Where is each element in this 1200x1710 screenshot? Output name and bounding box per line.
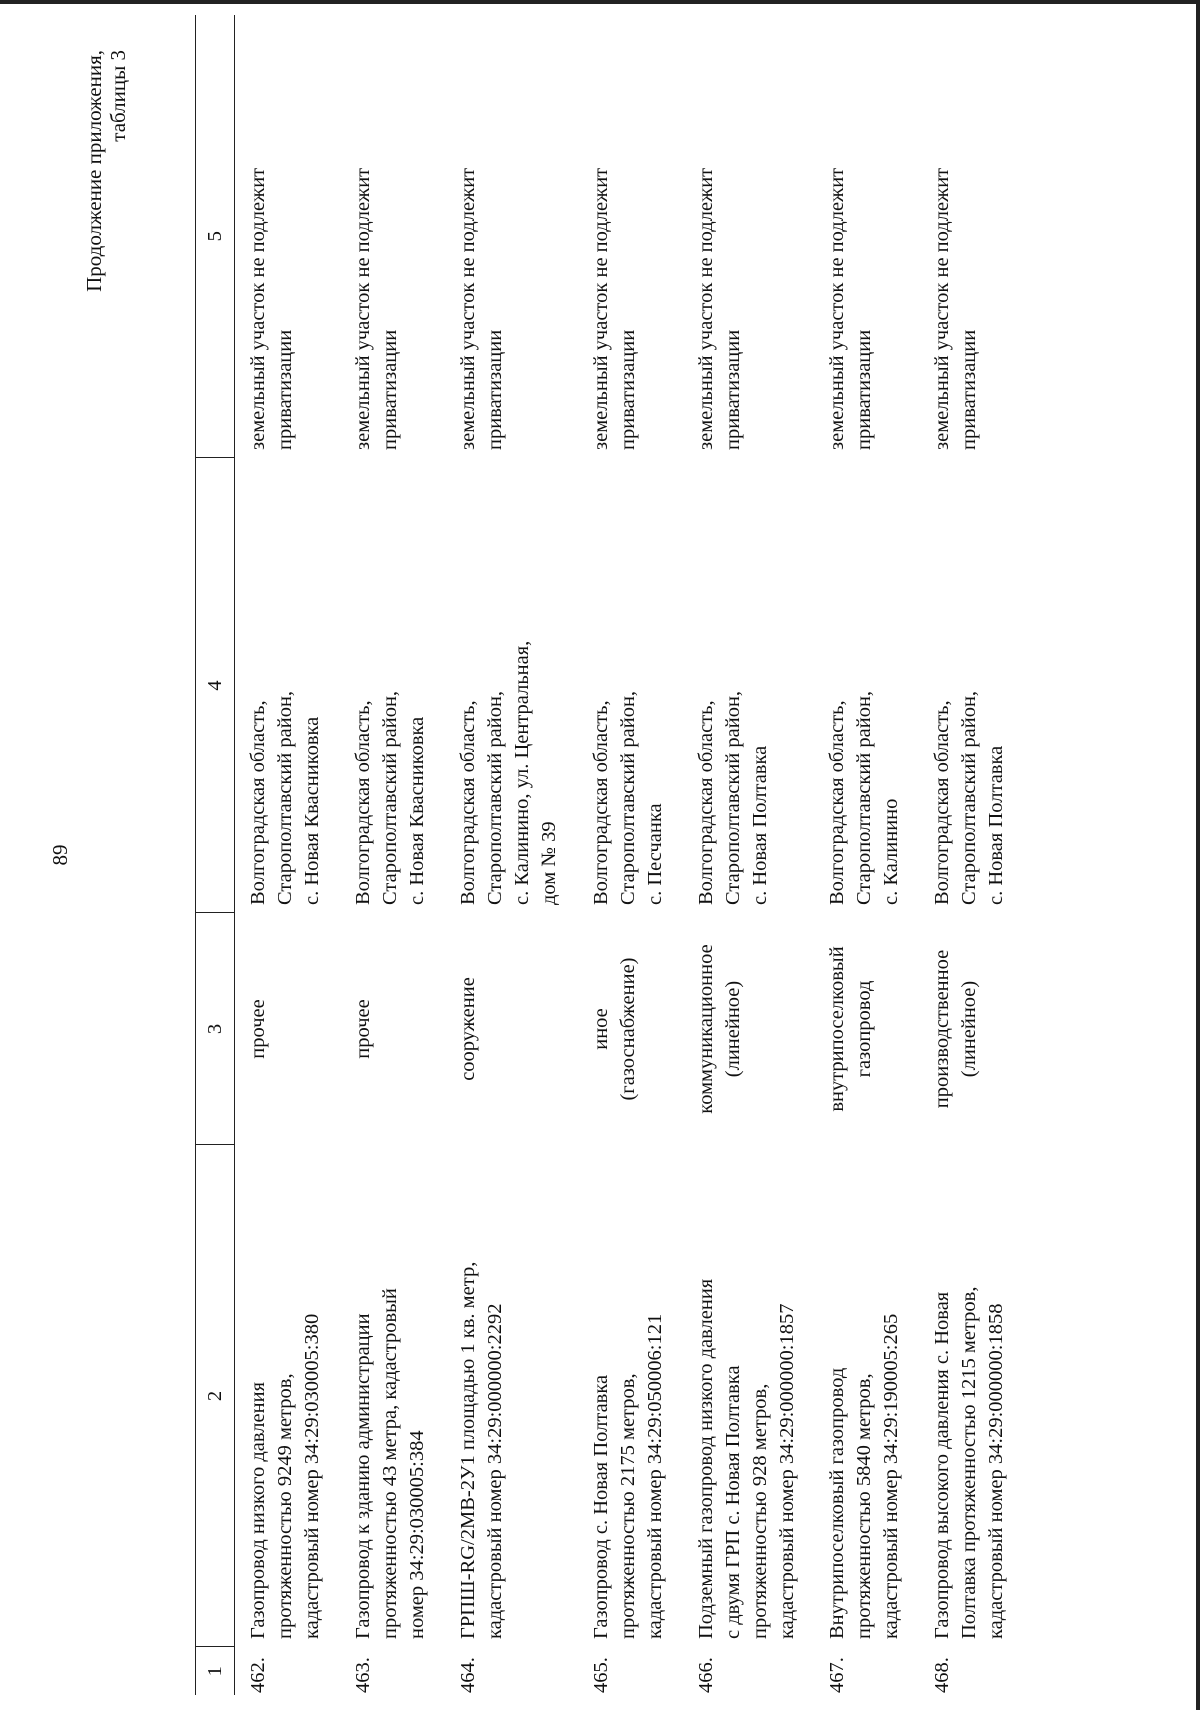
object-type-line: коммуникационное [695, 944, 717, 1114]
table-header-row [196, 15, 235, 1695]
column-header-1: 1 [196, 1647, 235, 1695]
address-line: с. Новая Полтавка [985, 745, 1007, 905]
property-table [195, 15, 1024, 1695]
object-type-line: сооружение [457, 977, 479, 1081]
object-name-line: протяженностью 5840 метров, [853, 1373, 875, 1639]
column-header-5: 5 [196, 15, 235, 458]
note-cell [235, 15, 341, 458]
note-line: земельный участок не подлежит [352, 167, 374, 450]
address-line: с. Калинино, ул. Центральная, [511, 640, 533, 905]
note-line: приватизации [853, 329, 875, 450]
object-type-line: производственное [931, 949, 953, 1109]
row-number: 464. [457, 1657, 479, 1693]
address-line: Волгоградская область, [247, 700, 269, 905]
address-line: с. Новая Квасниковка [406, 716, 428, 905]
note-cell [919, 15, 1024, 458]
note-line: приватизации [958, 329, 980, 450]
row-number: 463. [352, 1657, 374, 1693]
note-line: приватизации [617, 329, 639, 450]
object-name-line: Полтавка протяженностью 1215 метров, [958, 1286, 980, 1639]
object-name-line: протяженностью 9249 метров, [274, 1373, 296, 1639]
object-type-cell [445, 913, 578, 1145]
row-number: 462. [247, 1657, 269, 1693]
object-type-cell [814, 913, 919, 1145]
object-type-cell [578, 913, 683, 1145]
address-line: с. Новая Полтавка [749, 745, 771, 905]
address-line: Старополтавский район, [274, 690, 296, 905]
address-line: Старополтавский район, [617, 690, 639, 905]
object-name-cell [683, 1145, 814, 1647]
object-type-line: прочее [352, 999, 374, 1059]
table-row [683, 15, 814, 1695]
note-line: земельный участок не подлежит [247, 167, 269, 450]
object-name-cell [814, 1145, 919, 1647]
object-type-line: иное [590, 1008, 612, 1050]
address-cell [814, 458, 919, 913]
note-line: приватизации [484, 329, 506, 450]
object-name-line: с двумя ГРП с. Новая Полтавка [722, 1365, 744, 1639]
note-cell [445, 15, 578, 458]
address-line: с. Песчанка [644, 803, 666, 905]
object-name-line: кадастровый номер 34:29:190005:265 [880, 1313, 902, 1639]
object-name-line: Газопровод высокого давления с. Новая [931, 1291, 953, 1639]
note-line: земельный участок не подлежит [695, 167, 717, 450]
address-line: Старополтавский район, [379, 690, 401, 905]
page-number: 89 [48, 844, 72, 866]
address-line: Волгоградская область, [826, 700, 848, 905]
address-line: с. Новая Квасниковка [301, 716, 323, 905]
object-name-line: протяженностью 43 метра, кадастровый [379, 1288, 401, 1639]
object-type-cell [235, 913, 341, 1145]
object-name-cell [235, 1145, 341, 1647]
object-type-line: (газоснабжение) [617, 957, 639, 1101]
object-type-cell [340, 913, 445, 1145]
note-line: приватизации [722, 329, 744, 450]
object-type-line: (линейное) [722, 980, 744, 1078]
table-row [919, 15, 1024, 1695]
address-line: Старополтавский район, [722, 690, 744, 905]
address-line: с. Калинино [880, 798, 902, 905]
object-name-line: Газопровод с. Новая Полтавка [590, 1374, 612, 1639]
object-type-line: газопровод [853, 980, 875, 1078]
address-line: Старополтавский район, [484, 690, 506, 905]
note-line: земельный участок не подлежит [457, 167, 479, 450]
table-row [340, 15, 445, 1695]
note-cell [814, 15, 919, 458]
address-cell [235, 458, 341, 913]
address-line: Волгоградская область, [590, 700, 612, 905]
note-line: земельный участок не подлежит [931, 167, 953, 450]
address-cell [445, 458, 578, 913]
object-name-cell [919, 1145, 1024, 1647]
scan-edge-right [1196, 0, 1200, 1710]
column-header-4: 4 [196, 458, 235, 913]
object-type-line: прочее [247, 999, 269, 1059]
object-type-cell [683, 913, 814, 1145]
address-line: Старополтавский район, [853, 690, 875, 905]
object-type-line: внутрипоселковый [826, 946, 848, 1112]
address-line: Волгоградская область, [457, 700, 479, 905]
object-name-line: Подземный газопровод низкого давления [695, 1278, 717, 1639]
note-cell [340, 15, 445, 458]
table-row [814, 15, 919, 1695]
note-line: приватизации [274, 329, 296, 450]
object-name-cell [340, 1145, 445, 1647]
continuation-note [82, 50, 130, 292]
object-name-line: Газопровод низкого давления [247, 1381, 269, 1639]
row-number: 468. [931, 1657, 953, 1693]
object-name-line: кадастровый номер 34:29:000000:1857 [776, 1303, 798, 1639]
object-name-line: номер 34:29:030005:384 [406, 1430, 428, 1639]
note-cell [578, 15, 683, 458]
object-name-cell [578, 1145, 683, 1647]
table-row [445, 15, 578, 1695]
scan-edge-top [0, 0, 1200, 4]
note-line: приватизации [379, 329, 401, 450]
address-cell [578, 458, 683, 913]
document-page [30, 15, 1130, 1695]
object-name-line: Газопровод к зданию администрации [352, 1313, 374, 1639]
continuation-line-2: таблицы 3 [106, 50, 130, 142]
object-type-cell [919, 913, 1024, 1145]
row-number: 466. [695, 1657, 717, 1693]
object-name-line: кадастровый номер 34:29:030005:380 [301, 1313, 323, 1639]
address-line: Волгоградская область, [352, 700, 374, 905]
address-cell [683, 458, 814, 913]
address-line: Волгоградская область, [695, 700, 717, 905]
note-line: земельный участок не подлежит [826, 167, 848, 450]
address-line: дом № 39 [538, 821, 560, 905]
table-row [578, 15, 683, 1695]
column-header-2: 2 [196, 1145, 235, 1647]
object-name-line: протяженностью 928 метров, [749, 1383, 771, 1639]
continuation-line-1: Продолжение приложения, [82, 50, 106, 292]
address-cell [919, 458, 1024, 913]
object-name-line: кадастровый номер 34:29:050006:121 [644, 1313, 666, 1639]
object-name-line: кадастровый номер 34:29:000000:1858 [985, 1303, 1007, 1639]
note-cell [683, 15, 814, 458]
column-header-3: 3 [196, 913, 235, 1145]
address-line: Старополтавский район, [958, 690, 980, 905]
object-type-line: (линейное) [958, 980, 980, 1078]
object-name-line: кадастровый номер 34:29:000000:2292 [484, 1303, 506, 1639]
address-line: Волгоградская область, [931, 700, 953, 905]
object-name-line: протяженностью 2175 метров, [617, 1373, 639, 1639]
row-number: 467. [826, 1657, 848, 1693]
table-row [235, 15, 341, 1695]
row-number: 465. [590, 1657, 612, 1693]
object-name-line: ГРПШ-RG/2МВ-2У1 площадью 1 кв. метр, [457, 1261, 479, 1639]
object-name-cell [445, 1145, 578, 1647]
object-name-line: Внутрипоселковый газопровод [826, 1367, 848, 1639]
address-cell [340, 458, 445, 913]
note-line: земельный участок не подлежит [590, 167, 612, 450]
